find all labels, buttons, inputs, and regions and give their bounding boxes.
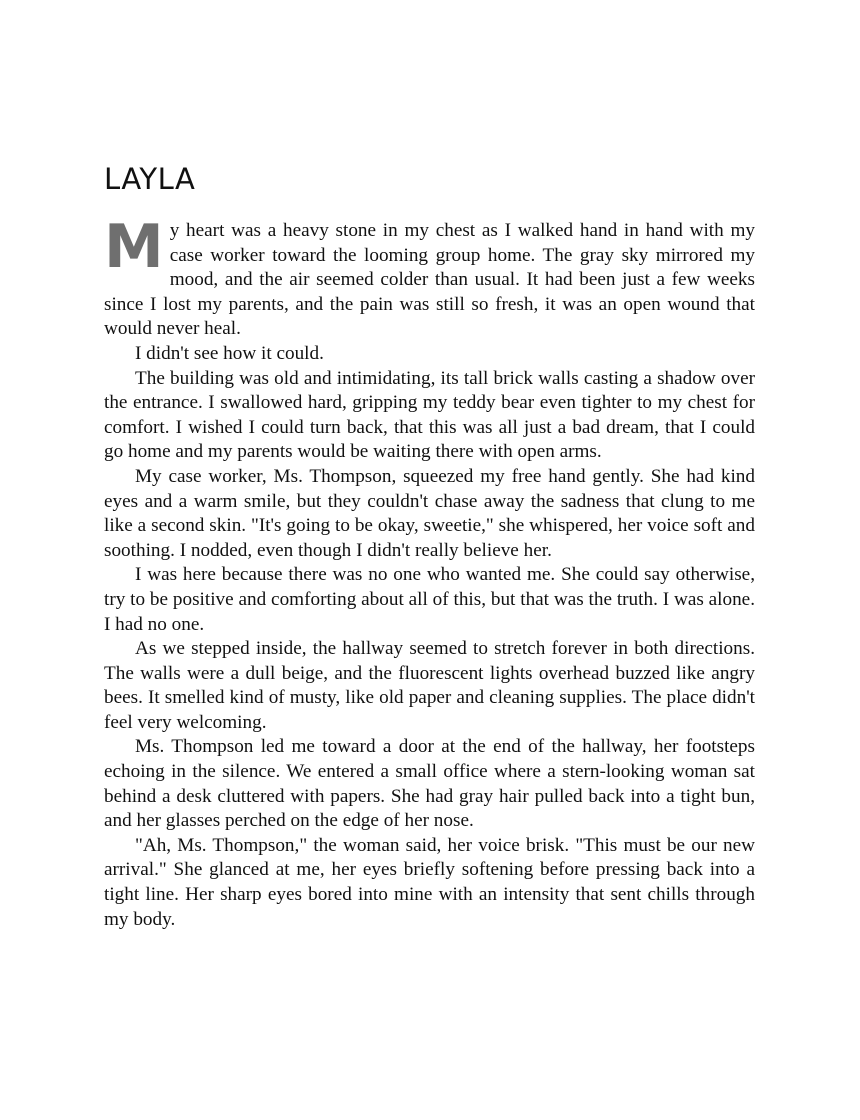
paragraph-1-text: y heart was a heavy stone in my chest as I walked hand in hand with my case worker toward the looming group home. The gray sky mirrored my mood, and the air seemed colder than usual. It had been just a few weeks since I lost my parents, and the pain was still so fresh, it was an open wound that would never heal. bbox=[104, 220, 755, 340]
drop-cap: M bbox=[104, 212, 164, 282]
chapter-title: LAYLA bbox=[104, 162, 196, 196]
paragraph-8: "Ah, Ms. Thompson," the woman said, her voice brisk. "This must be our new arrival." She glanced at me, her eyes briefly softening before pressing back into a tight line. Her sharp eyes bored into mine with an intensity that sent chills through my body. bbox=[104, 834, 755, 930]
paragraph-4: My case worker, Ms. Thompson, squeezed my free hand gently. She had kind eyes and a warm smile, but they couldn't chase away the sadness that clung to me like a second skin. "It's going to be okay, sweetie," she whispered, her voice soft and soothing. I nodded, even though I didn't really believe her. bbox=[104, 465, 755, 561]
paragraph-1 bbox=[104, 212, 755, 342]
paragraph-3: The building was old and intimidating, its tall brick walls casting a shadow over the entrance. I swallowed hard, gripping my teddy bear even tighter to my chest for comfort. I wished I could turn back, that this was all just a bad dream, that I could go home and my parents would be waiting there with open arms. bbox=[104, 367, 755, 463]
paragraph-7: Ms. Thompson led me toward a door at the end of the hallway, her footsteps echoing in the silence. We entered a small office where a stern-looking woman sat behind a desk cluttered with papers. She had gray hair pulled back into a tight bun, and her glasses perched on the edge of her nose. bbox=[104, 736, 755, 832]
chapter-body bbox=[104, 212, 755, 932]
paragraph-2: I didn't see how it could. bbox=[135, 342, 324, 364]
paragraph-5: I was here because there was no one who wanted me. She could say otherwise, try to be positive and comforting about all of this, but that was the truth. I was alone. I had no one. bbox=[104, 564, 755, 635]
paragraph-6: As we stepped inside, the hallway seemed to stretch forever in both directions. The walls were a dull beige, and the fluorescent lights overhead buzzed like angry bees. It smelled kind of musty, like old paper and cleaning supplies. The place didn't feel very welcoming. bbox=[104, 638, 755, 733]
